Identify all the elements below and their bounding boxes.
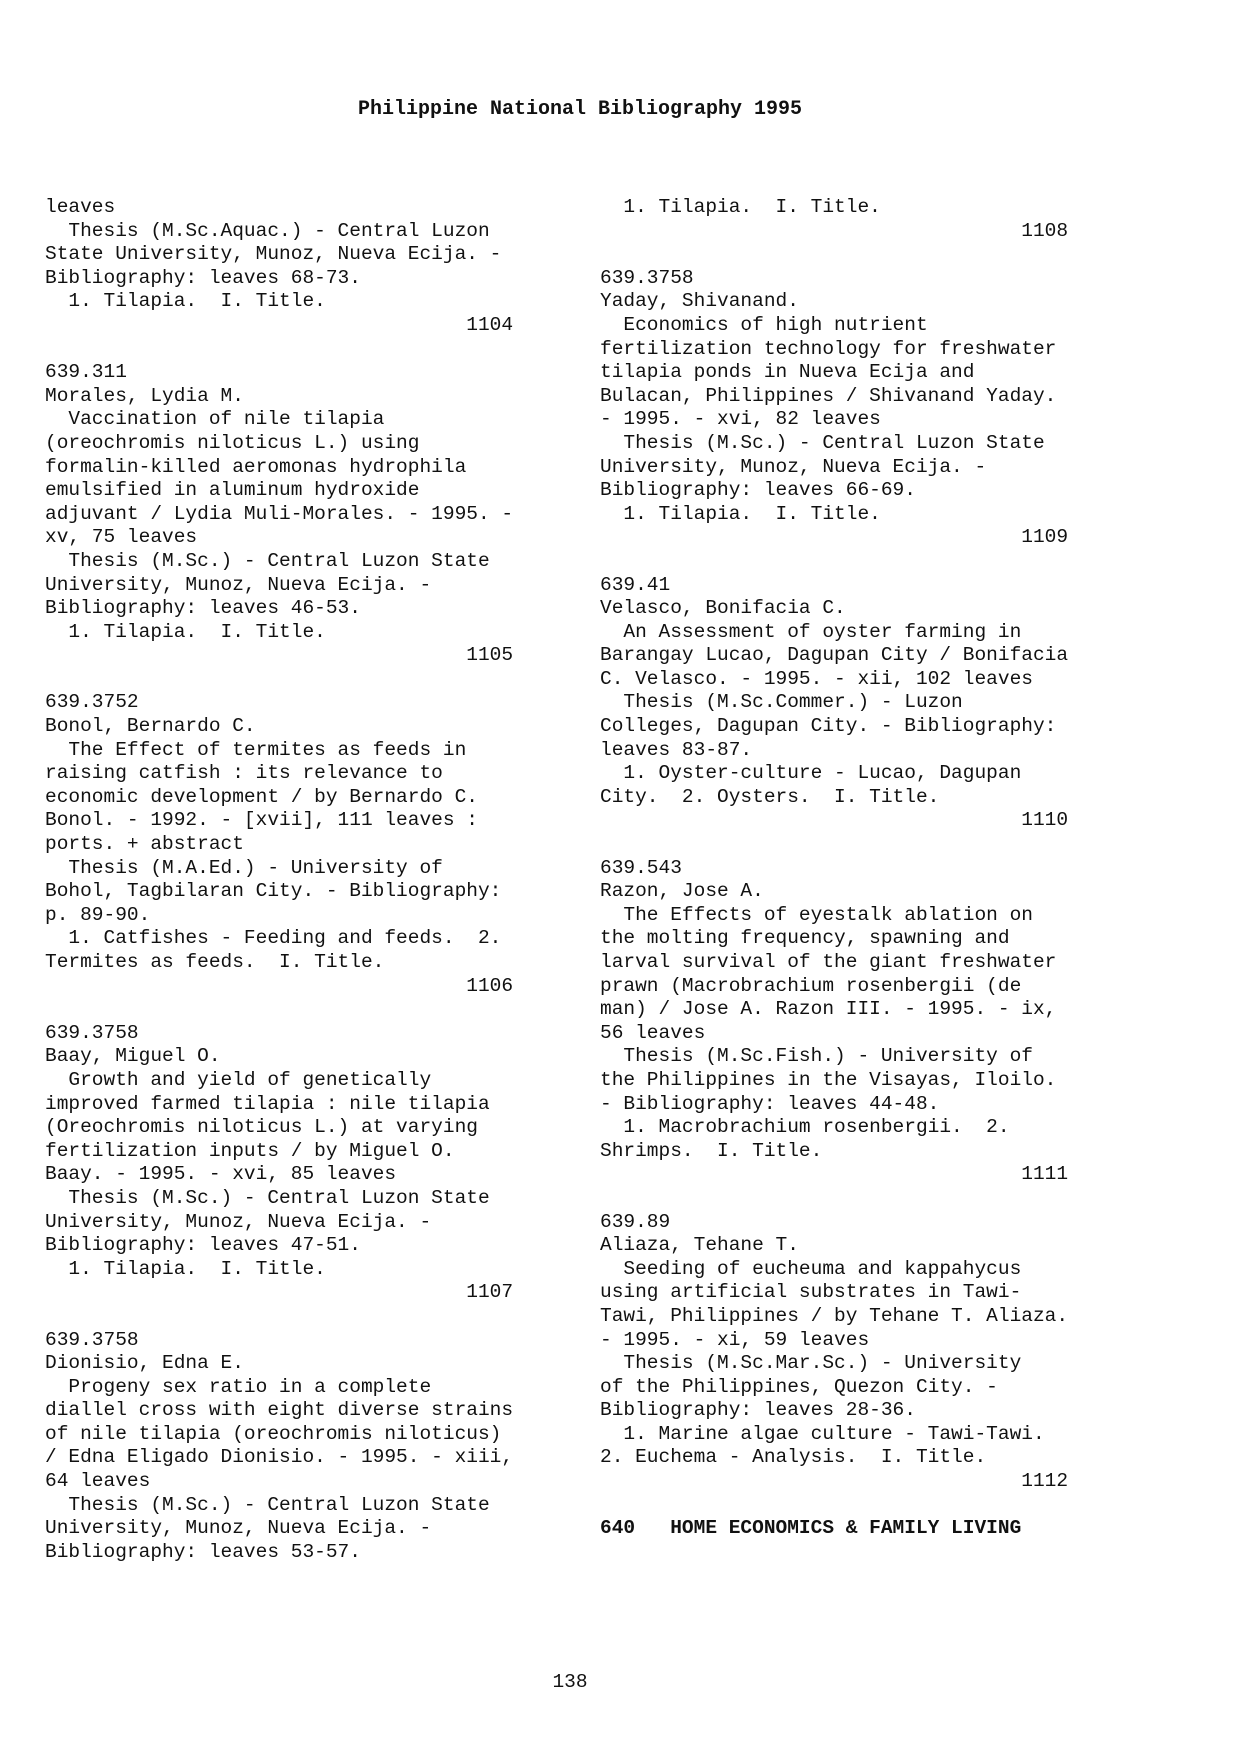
- entry-line: prawn (Macrobrachium rosenbergii (de: [600, 974, 1022, 997]
- entry-line: p. 89-90.: [45, 903, 151, 926]
- entry-line: Bonol. - 1992. - [xvii], 111 leaves :: [45, 809, 478, 832]
- entry-line: [600, 550, 1110, 574]
- entry-line: Dionisio, Edna E.: [45, 1352, 244, 1375]
- entry-line: 1. Tilapia. I. Title.: [45, 620, 326, 643]
- entry-line: - Bibliography: leaves 44-48.: [600, 1092, 940, 1115]
- entry-line: / Edna Eligado Dionisio. - 1995. - xiii,: [45, 1446, 514, 1469]
- entry-line: Yaday, Shivanand.: [600, 290, 799, 313]
- entry-line: - 1995. - xvi, 82 leaves: [600, 408, 881, 431]
- entry-line: Bibliography: leaves 46-53.: [45, 597, 361, 620]
- entry-line: 1. Marine algae culture - Tawi-Tawi.: [600, 1422, 1045, 1445]
- entry-line: adjuvant / Lydia Muli-Morales. - 1995. -: [45, 502, 514, 525]
- entry-line: 639.3752: [45, 691, 139, 714]
- entry-line: University, Munoz, Nueva Ecija. -: [45, 1210, 432, 1233]
- entry-line: diallel cross with eight diverse strains: [45, 1399, 514, 1422]
- entry-line: University, Munoz, Nueva Ecija. -: [45, 573, 432, 596]
- entry-line: economic development / by Bernardo C.: [45, 785, 478, 808]
- entry-line: Colleges, Dagupan City. - Bibliography:: [600, 715, 1057, 738]
- entry-line: of the Philippines, Quezon City. -: [600, 1375, 998, 1398]
- entry-line: 639.311: [45, 361, 127, 384]
- entry-line: 1105: [45, 644, 514, 667]
- entry-line: University, Munoz, Nueva Ecija. -: [45, 1517, 432, 1540]
- entry-line: raising catfish : its relevance to: [45, 762, 443, 785]
- entry-line: State University, Munoz, Nueva Ecija. -: [45, 243, 502, 266]
- entry-line: Thesis (M.Sc.) - Central Luzon State: [45, 1186, 490, 1209]
- entry-line: leaves: [45, 196, 116, 218]
- entry-line: 639.89: [600, 1210, 671, 1233]
- entry-line: Baay. - 1995. - xvi, 85 leaves: [45, 1163, 397, 1186]
- entry-line: Tawi, Philippines / by Tehane T. Aliaza.: [600, 1304, 1069, 1327]
- page-number: 138: [552, 1671, 588, 1693]
- entry-line: of nile tilapia (oreochromis niloticus): [45, 1422, 502, 1445]
- entry-line: 1108: [600, 219, 1069, 242]
- entry-line: The Effects of eyestalk ablation on: [600, 903, 1033, 926]
- entry-line: [45, 998, 555, 1022]
- entry-line: man) / Jose A. Razon III. - 1995. - ix,: [600, 998, 1057, 1021]
- entry-line: (oreochromis niloticus L.) using: [45, 431, 420, 454]
- entry-line: 1. Macrobrachium rosenbergii. 2.: [600, 1116, 1010, 1139]
- entry-line: fertilization technology for freshwater: [600, 337, 1057, 360]
- entry-line: xv, 75 leaves: [45, 526, 198, 549]
- entry-line: larval survival of the giant freshwater: [600, 951, 1057, 973]
- entry-line: 639.3758: [45, 1021, 139, 1044]
- entry-line: 1. Catfishes - Feeding and feeds. 2.: [45, 927, 502, 950]
- entry-line: fertilization inputs / by Miguel O.: [45, 1139, 455, 1162]
- entry-line: [45, 1305, 555, 1329]
- entry-line: 1. Tilapia. I. Title.: [45, 1257, 326, 1280]
- entry-line: 1104: [45, 313, 514, 336]
- entry-line: leaves 83-87.: [600, 738, 753, 761]
- entry-line: [45, 668, 555, 692]
- entry-line: 1109: [600, 526, 1069, 549]
- entry-line: City. 2. Oysters. I. Title.: [600, 785, 940, 808]
- entry-line: 1112: [600, 1470, 1069, 1493]
- entry-line: - 1995. - xi, 59 leaves: [600, 1328, 870, 1351]
- entry-line: the Philippines in the Visayas, Iloilo.: [600, 1068, 1057, 1091]
- entry-line: C. Velasco. - 1995. - xii, 102 leaves: [600, 667, 1033, 690]
- entry-line: 639.543: [600, 856, 682, 879]
- entry-line: [600, 243, 1110, 267]
- entry-line: [45, 338, 555, 362]
- entry-line: Velasco, Bonifacia C.: [600, 597, 846, 620]
- entry-line: Barangay Lucao, Dagupan City / Bonifacia: [600, 644, 1069, 667]
- entry-line: Bibliography: leaves 66-69.: [600, 479, 916, 502]
- entry-line: [600, 1187, 1110, 1211]
- entry-line: improved farmed tilapia : nile tilapia: [45, 1092, 490, 1115]
- entry-line: Termites as feeds. I. Title.: [45, 951, 385, 973]
- entry-line: Bulacan, Philippines / Shivanand Yaday.: [600, 384, 1057, 407]
- entry-line: Thesis (M.Sc.) - Central Luzon State: [45, 549, 490, 572]
- entry-line: University, Munoz, Nueva Ecija. -: [600, 455, 987, 478]
- entry-line: Shrimps. I. Title.: [600, 1139, 823, 1162]
- entry-line: formalin-killed aeromonas hydrophila: [45, 455, 467, 478]
- entry-line: 1. Tilapia. I. Title.: [45, 290, 326, 313]
- entry-line: 639.41: [600, 573, 671, 596]
- entry-line: (Oreochromis niloticus L.) at varying: [45, 1116, 478, 1139]
- entry-line: Morales, Lydia M.: [45, 384, 244, 407]
- entry-line: Thesis (M.Sc.) - Central Luzon State: [45, 1493, 490, 1516]
- entry-line: [600, 1494, 1110, 1518]
- entry-line: the molting frequency, spawning and: [600, 927, 1010, 950]
- right-column: [600, 196, 1110, 1541]
- entry-line: Bibliography: leaves 47-51.: [45, 1234, 361, 1257]
- entry-line: An Assessment of oyster farming in: [600, 620, 1022, 643]
- entry-line: Thesis (M.Sc.Mar.Sc.) - University: [600, 1352, 1022, 1375]
- entry-line: Bohol, Tagbilaran City. - Bibliography:: [45, 880, 502, 903]
- entry-line: 64 leaves: [45, 1470, 151, 1493]
- entry-line: 1. Oyster-culture - Lucao, Dagupan: [600, 762, 1022, 785]
- entry-line: Growth and yield of genetically: [45, 1068, 432, 1091]
- entry-line: tilapia ponds in Nueva Ecija and: [600, 361, 975, 384]
- entry-line: 56 leaves: [600, 1021, 706, 1044]
- entry-line: Vaccination of nile tilapia: [45, 408, 385, 431]
- entry-line: Thesis (M.A.Ed.) - University of: [45, 856, 443, 879]
- entry-line: 640 HOME ECONOMICS & FAMILY LIVING: [600, 1517, 1022, 1540]
- entry-line: 1107: [45, 1281, 514, 1304]
- entry-line: Bibliography: leaves 68-73.: [45, 266, 361, 289]
- entry-line: ports. + abstract: [45, 833, 244, 856]
- entry-line: 1111: [600, 1163, 1069, 1186]
- entry-line: The Effect of termites as feeds in: [45, 738, 467, 761]
- entry-line: Seeding of eucheuma and kappahycus: [600, 1257, 1022, 1280]
- entry-line: 1. Tilapia. I. Title.: [600, 502, 881, 525]
- entry-line: Baay, Miguel O.: [45, 1045, 221, 1068]
- entry-line: Bonol, Bernardo C.: [45, 715, 256, 738]
- page-title: Philippine National Bibliography 1995: [357, 98, 803, 121]
- entry-line: Progeny sex ratio in a complete: [45, 1375, 432, 1398]
- entry-line: Thesis (M.Sc.Fish.) - University of: [600, 1045, 1033, 1068]
- entry-line: [600, 833, 1110, 857]
- entry-line: 1. Tilapia. I. Title.: [600, 196, 881, 218]
- entry-line: 1110: [600, 809, 1069, 832]
- entry-line: using artificial substrates in Tawi-: [600, 1281, 1022, 1304]
- entry-line: Aliaza, Tehane T.: [600, 1234, 799, 1257]
- entry-line: 639.3758: [600, 266, 694, 289]
- entry-line: 1106: [45, 974, 514, 997]
- entry-line: Razon, Jose A.: [600, 880, 764, 903]
- entry-line: Bibliography: leaves 53-57.: [45, 1540, 361, 1563]
- entry-line: emulsified in aluminum hydroxide: [45, 479, 420, 502]
- left-column: [45, 196, 555, 1564]
- entry-line: Economics of high nutrient: [600, 313, 928, 336]
- entry-line: Thesis (M.Sc.) - Central Luzon State: [600, 431, 1045, 454]
- entry-line: Thesis (M.Sc.Aquac.) - Central Luzon: [45, 219, 490, 242]
- entry-line: Bibliography: leaves 28-36.: [600, 1399, 916, 1422]
- entry-line: 639.3758: [45, 1328, 139, 1351]
- entry-line: Thesis (M.Sc.Commer.) - Luzon: [600, 691, 963, 714]
- entry-line: 2. Euchema - Analysis. I. Title.: [600, 1446, 987, 1469]
